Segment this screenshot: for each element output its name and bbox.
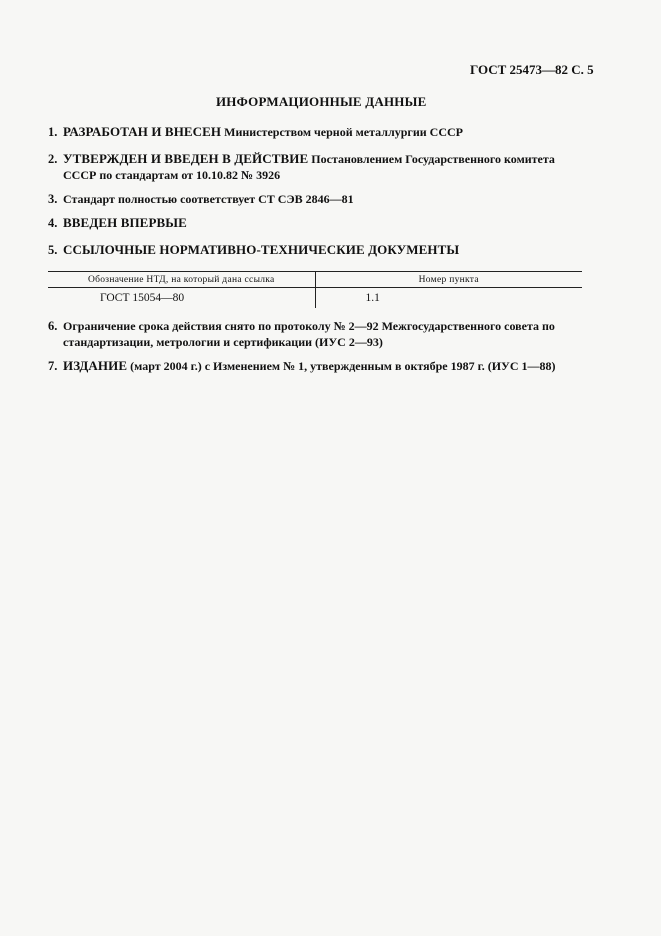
item-number: 3. [48,192,58,206]
item-number: 6. [48,319,58,333]
item-number: 7. [48,359,58,373]
table-cell-document: ГОСТ 15054—80 [48,288,315,308]
info-item-2 [48,151,588,183]
table-header-row [48,272,582,288]
item-text: Министерством черной металлургии СССР [221,125,463,139]
info-item-4 [48,215,588,231]
item-number: 2. [48,152,58,166]
item-text: (март 2004 г.) с Изменением № 1, утвержденным в октябре 1987 г. (ИУС 1—88) [127,359,556,373]
column-header-clause: Номер пункта [315,272,582,288]
item-caps: ИЗДАНИЕ [63,358,128,373]
item-number: 5. [48,243,58,257]
item-number: 4. [48,216,58,230]
info-item-5 [48,242,588,258]
item-caps: ВВЕДЕН ВПЕРВЫЕ [63,215,187,230]
item-caps: УТВЕРЖДЕН И ВВЕДЕН В ДЕЙСТВИЕ [63,151,309,166]
page-header: ГОСТ 25473—82 С. 5 [470,62,594,77]
item-number: 1. [48,125,58,139]
item-text: Стандарт полностью соответствует СТ СЭВ 2846—81 [63,192,354,206]
table-row [48,288,582,308]
table-cell-clause: 1.1 [365,291,380,304]
info-item-3 [48,191,588,207]
reference-documents-table [48,271,582,308]
item-text: Ограничение срока действия снято по протоколу № 2—92 Межгосударственного совета по стандартизации, метрологии и сертификации (ИУС 2—93) [63,319,555,349]
item-caps: РАЗРАБОТАН И ВНЕСЕН [63,124,222,139]
column-header-document: Обозначение НТД, на который дана ссылка [48,272,315,288]
item-text: Постановлением Государственного комитета СССР по стандартам от 10.10.82 № 3926 [63,152,555,182]
section-title: ИНФОРМАЦИОННЫЕ ДАННЫЕ [216,94,427,109]
info-item-7 [48,358,588,374]
info-item-6 [48,318,588,350]
info-item-1 [48,124,588,140]
item-caps: ССЫЛОЧНЫЕ НОРМАТИВНО-ТЕХНИЧЕСКИЕ ДОКУМЕНТЫ [63,242,460,257]
